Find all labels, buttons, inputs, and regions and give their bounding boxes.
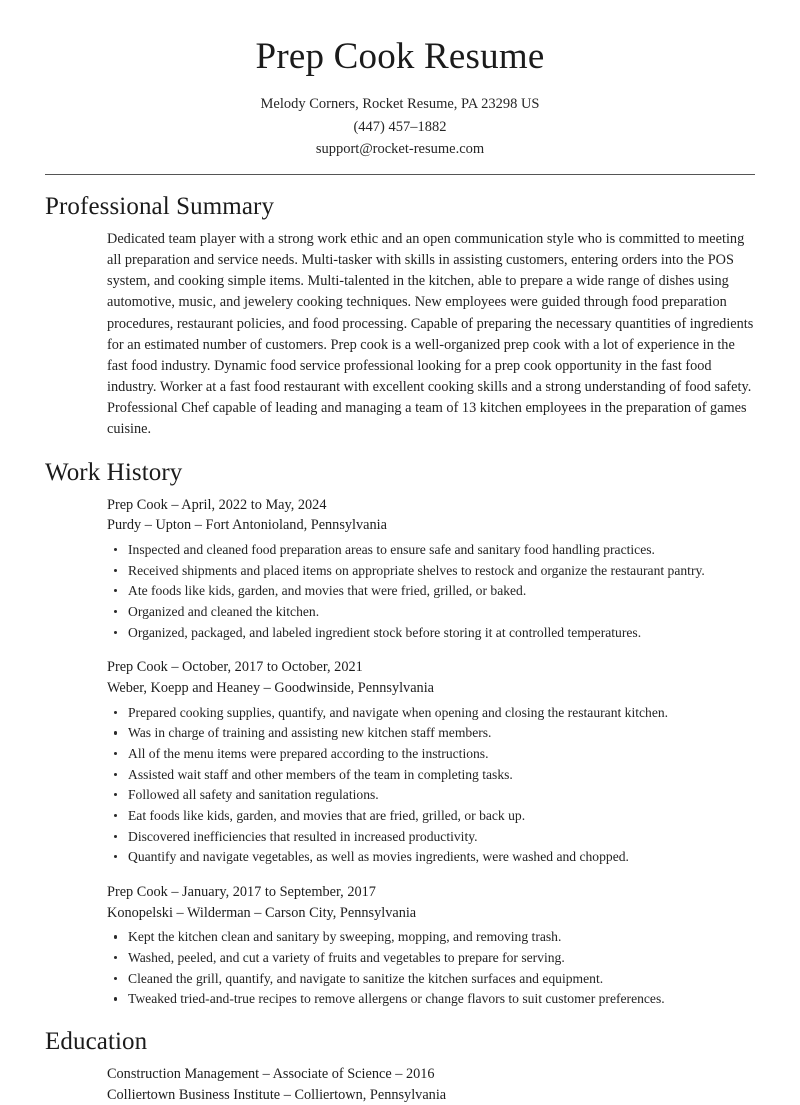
section-heading-summary: Professional Summary <box>45 192 275 220</box>
list-item: All of the menu items were prepared according to the instructions. <box>107 744 755 765</box>
contact-phone: (447) 457–1882 <box>353 118 447 135</box>
job-bullet-list <box>107 703 755 868</box>
job-title-line: Prep Cook – January, 2017 to September, 2017 <box>107 883 376 900</box>
summary-body <box>45 229 755 441</box>
contact-email: support@rocket-resume.com <box>315 140 485 157</box>
job-company-line: Purdy – Upton – Fort Antonioland, Pennsylvania <box>107 517 387 534</box>
contact-block <box>0 93 800 160</box>
section-education <box>0 1027 800 1105</box>
section-work-history <box>0 458 800 1010</box>
section-heading-education: Education <box>45 1027 148 1055</box>
job-company-line: Weber, Koepp and Heaney – Goodwinside, Pennsylvania <box>107 679 435 696</box>
education-degree-line: Construction Management – Associate of Science – 2016 <box>107 1065 435 1082</box>
page-title: Prep Cook Resume <box>255 36 545 77</box>
work-history-entry <box>107 495 755 644</box>
list-item: Assisted wait staff and other members of the team in completing tasks. <box>107 765 755 786</box>
resume-header <box>0 0 800 160</box>
list-item: Was in charge of training and assisting new kitchen staff members. <box>107 723 755 744</box>
list-item: Followed all safety and sanitation regulations. <box>107 785 755 806</box>
list-item: Tweaked tried-and-true recipes to remove allergens or change flavors to suit customer preferences. <box>107 989 755 1010</box>
list-item: Organized and cleaned the kitchen. <box>107 602 755 623</box>
work-history-entry <box>107 657 755 868</box>
summary-paragraph: Dedicated team player with a strong work ethic and an open communication style who is committed to meeting all preparation and service needs. Multi-tasker with skills in assisting customers, entering orders into the POS system, and cooking simple items. Multi-talented in the kitchen, able to prepare a wide range of dishes using automotive, music, and jewelery cooking techniques. New employees were guided through food preparation procedures, restaurant policies, and food processing. Capable of preparing the necessary quantities of ingredients for an estimated number of customers. Prep cook is a well-organized prep cook with a lot of experience in the fast food industry. Dynamic food service professional looking for a prep cook opportunity in the fast food industry. Worker at a fast food restaurant with excellent cooking skills and a strong understanding of food safety. Professional Chef capable of leading and managing a team of 13 kitchen employees in the preparation of games cuisine. <box>107 230 754 438</box>
education-school-line: Colliertown Business Institute – Colliertown, Pennsylvania <box>107 1086 447 1103</box>
work-history-body <box>45 495 755 1010</box>
list-item: Quantify and navigate vegetables, as well as movies ingredients, were washed and chopped. <box>107 847 755 868</box>
list-item: Cleaned the grill, quantify, and navigate to sanitize the kitchen surfaces and equipment. <box>107 969 755 990</box>
contact-address: Melody Corners, Rocket Resume, PA 23298 US <box>260 96 540 113</box>
list-item: Organized, packaged, and labeled ingredient stock before storing it at controlled temperatures. <box>107 623 755 644</box>
section-heading-work-history: Work History <box>45 458 183 486</box>
education-entry <box>107 1064 755 1105</box>
list-item: Discovered inefficiencies that resulted in increased productivity. <box>107 827 755 848</box>
list-item: Prepared cooking supplies, quantify, and navigate when opening and closing the restaurant kitchen. <box>107 703 755 724</box>
list-item: Eat foods like kids, garden, and movies that are fried, grilled, or back up. <box>107 806 755 827</box>
job-bullet-list <box>107 927 755 1010</box>
work-history-entry <box>107 882 755 1010</box>
job-bullet-list <box>107 540 755 643</box>
job-title-line: Prep Cook – October, 2017 to October, 2021 <box>107 659 363 676</box>
list-item: Washed, peeled, and cut a variety of fruits and vegetables to prepare for serving. <box>107 948 755 969</box>
job-title-line: Prep Cook – April, 2022 to May, 2024 <box>107 496 327 513</box>
header-divider <box>45 174 755 175</box>
section-professional-summary <box>0 192 800 441</box>
job-company-line: Konopelski – Wilderman – Carson City, Pennsylvania <box>107 904 417 921</box>
list-item: Received shipments and placed items on appropriate shelves to restock and organize the restaurant pantry. <box>107 561 755 582</box>
list-item: Kept the kitchen clean and sanitary by sweeping, mopping, and removing trash. <box>107 927 755 948</box>
list-item: Inspected and cleaned food preparation areas to ensure safe and sanitary food handling practices. <box>107 540 755 561</box>
list-item: Ate foods like kids, garden, and movies that were fried, grilled, or baked. <box>107 581 755 602</box>
education-body <box>45 1064 755 1105</box>
